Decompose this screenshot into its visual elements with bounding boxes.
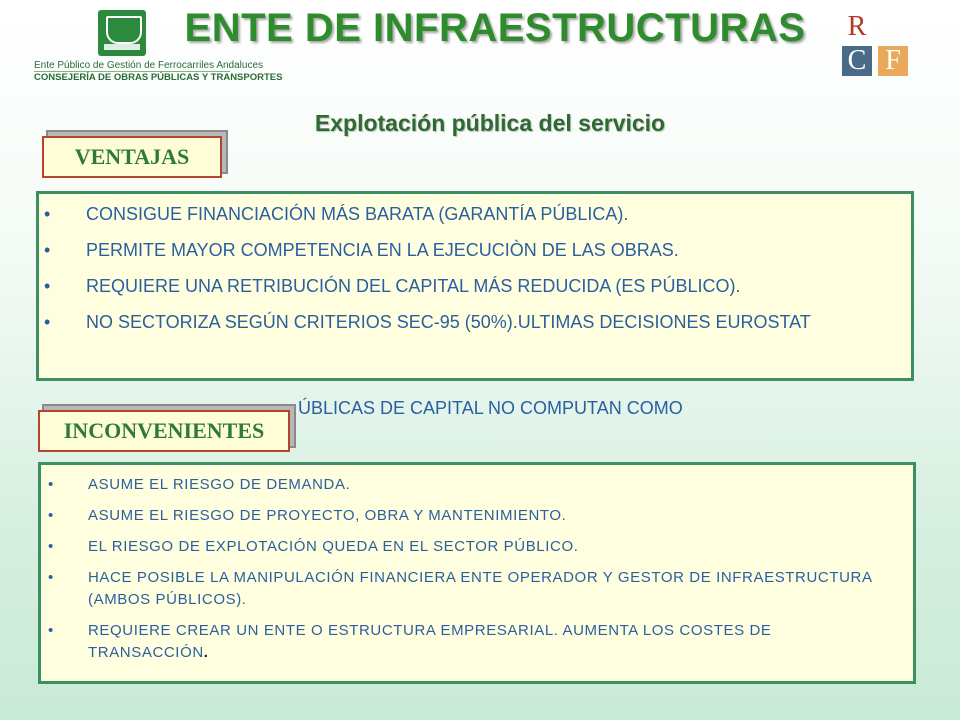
logo-consejeria: CONSEJERÍA DE OBRAS PÚBLICAS Y TRANSPORTES bbox=[34, 72, 283, 83]
rcf-letter-r: R bbox=[842, 12, 872, 42]
bullet-icon: • bbox=[44, 240, 51, 260]
list-item-text: NO SECTORIZA SEGÚN CRITERIOS SEC-95 (50%).ULTIMAS DECISIONES EUROSTAT bbox=[86, 312, 811, 332]
end-mark: . bbox=[203, 644, 209, 661]
list-item bbox=[48, 474, 878, 496]
list-item bbox=[44, 310, 864, 335]
list-item bbox=[48, 567, 878, 611]
list-item-text: EL RIESGO DE EXPLOTACIÓN QUEDA EN EL SECTOR PÚBLICO. bbox=[88, 538, 579, 555]
rcf-letter-c: C bbox=[842, 46, 872, 76]
bullet-icon: • bbox=[48, 507, 54, 524]
list-item-text: REQUIERE CREAR UN ENTE O ESTRUCTURA EMPRESARIAL. AUMENTA LOS COSTES DE TRANSACCIÓN bbox=[88, 622, 772, 661]
list-item bbox=[48, 620, 878, 664]
rcf-logo bbox=[838, 10, 918, 82]
junta-emblem-icon bbox=[98, 10, 146, 56]
list-item bbox=[44, 274, 864, 299]
bullet-icon: • bbox=[48, 569, 54, 586]
bullet-icon: • bbox=[48, 622, 54, 639]
bullet-icon: • bbox=[48, 538, 54, 555]
list-item-text: CONSIGUE FINANCIACIÓN MÁS BARATA (GARANTÍA PÚBLICA). bbox=[86, 204, 629, 224]
bullet-icon: • bbox=[44, 204, 51, 224]
list-item-text: ASUME EL RIESGO DE PROYECTO, OBRA Y MANTENIMIENTO. bbox=[88, 507, 567, 524]
list-item-text: HACE POSIBLE LA MANIPULACIÓN FINANCIERA ENTE OPERADOR Y GESTOR DE INFRAESTRUCTURA (AMBOS PÚBLICOS). bbox=[88, 569, 872, 608]
list-item bbox=[48, 536, 878, 558]
rcf-letter-f: F bbox=[878, 46, 908, 76]
page-title: ENTE DE INFRAESTRUCTURAS bbox=[184, 6, 806, 50]
inconvenientes-label: INCONVENIENTES bbox=[38, 410, 290, 452]
list-item bbox=[44, 238, 864, 263]
list-item-text: ASUME EL RIESGO DE DEMANDA. bbox=[88, 476, 351, 493]
slide-subtitle: Explotación pública del servicio bbox=[314, 110, 666, 136]
list-item-text: PERMITE MAYOR COMPETENCIA EN LA EJECUCIÒN DE LAS OBRAS. bbox=[86, 240, 679, 260]
list-item bbox=[48, 505, 878, 527]
inconvenientes-list bbox=[48, 474, 878, 673]
logo-entity-name: Ente Público de Gestión de Ferrocarriles Andaluces bbox=[34, 60, 264, 71]
ventajas-label: VENTAJAS bbox=[42, 136, 222, 178]
list-item-text: REQUIERE UNA RETRIBUCIÓN DEL CAPITAL MÁS REDUCIDA (ES PÚBLICO). bbox=[86, 276, 741, 296]
bullet-icon: • bbox=[44, 276, 51, 296]
bullet-icon: • bbox=[48, 476, 54, 493]
bullet-icon: • bbox=[44, 312, 51, 332]
overflow-text: ÚBLICAS DE CAPITAL NO COMPUTAN COMO bbox=[298, 398, 683, 418]
list-item bbox=[44, 202, 864, 227]
ventajas-list bbox=[44, 202, 864, 346]
